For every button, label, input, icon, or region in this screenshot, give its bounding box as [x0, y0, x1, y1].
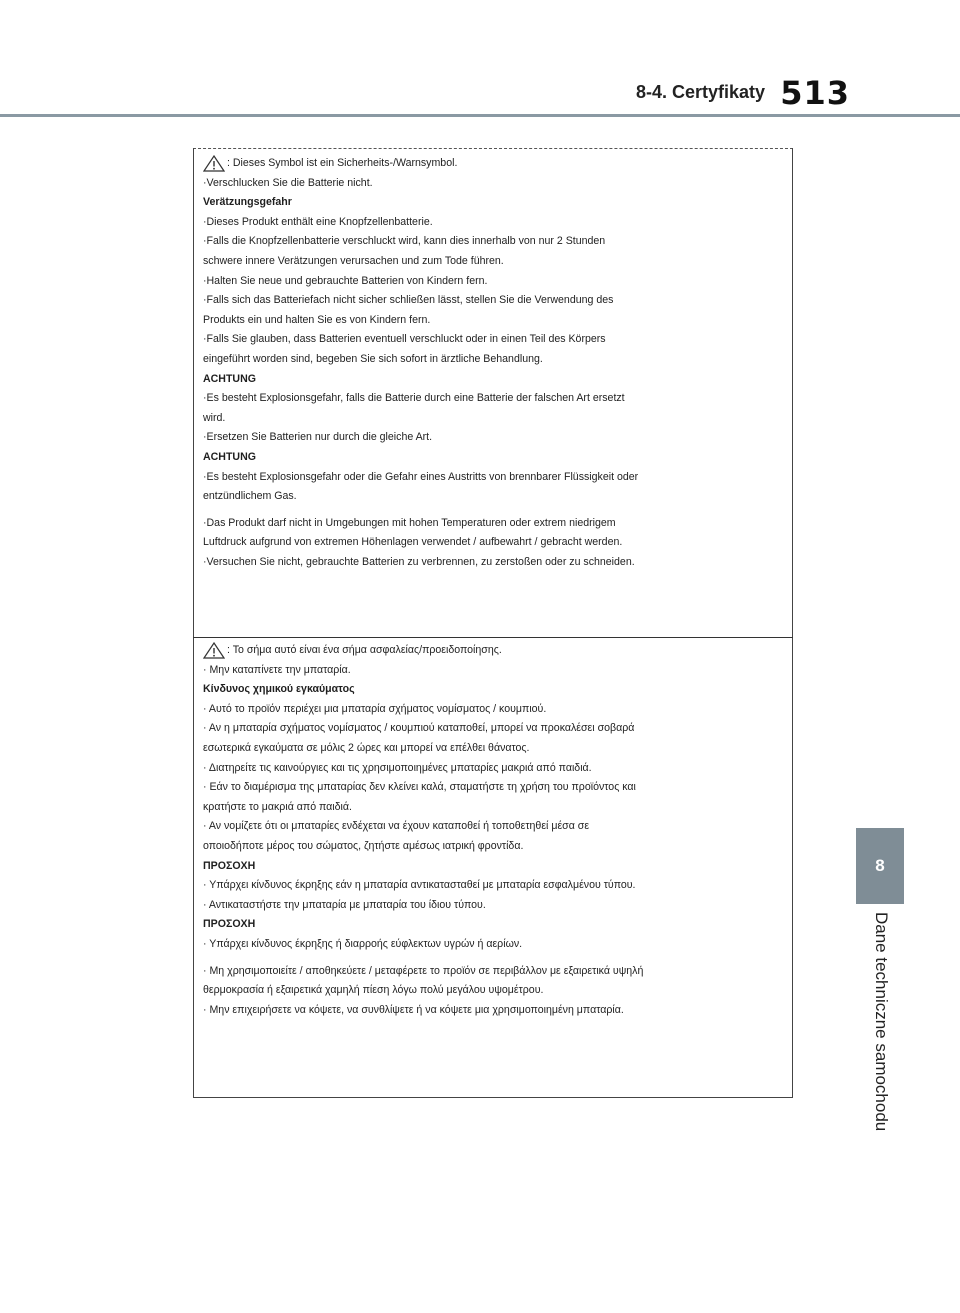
german-line: Produkts ein und halten Sie es von Kindern fern. [203, 313, 431, 326]
section-title: 8-4. Certyfikaty [635, 82, 765, 102]
chapter-tab[interactable] [856, 828, 904, 904]
greek-heading: Κίνδυνος χημικού εγκαύματος [203, 683, 355, 696]
german-line: Luftdruck aufgrund von extremen Höhenlagen verwendet / aufbewahrt / gebracht werden. [203, 536, 623, 549]
page-number: 513 [780, 74, 850, 112]
insert-top-border [193, 148, 793, 149]
german-warning-block [193, 154, 793, 572]
header-rule [0, 114, 960, 117]
german-line: ·Es besteht Explosionsgefahr oder die Gefahr eines Austritts von brennbarer Flüssigkeit oder [203, 470, 639, 483]
greek-symbol-text: : Το σήμα αυτό είναι ένα σήμα ασφαλείας/προειδοποίησης. [227, 644, 502, 656]
greek-line: θερμοκρασία ή εξαιρετικά χαμηλή πίεση λόγω πολύ μεγάλου υψομέτρου. [203, 984, 544, 997]
greek-line: οποιοδήποτε μέρος του σώματος, ζητήστε αμέσως ιατρική φροντίδα. [203, 839, 524, 852]
german-symbol-text: : Dieses Symbol ist ein Sicherheits-/Warnsymbol. [227, 157, 458, 169]
german-heading: Verätzungsgefahr [203, 196, 292, 209]
german-line: ·Verschlucken Sie die Batterie nicht. [203, 176, 373, 189]
greek-line: · Διατηρείτε τις καινούργιες και τις χρησιμοποιημένες μπαταρίες μακριά από παιδιά. [203, 761, 592, 774]
german-heading: ACHTUNG [203, 372, 256, 385]
spacer [203, 955, 783, 962]
greek-line: · Μην καταπίνετε την μπαταρία. [203, 663, 351, 676]
greek-line: · Αν νομίζετε ότι οι μπαταρίες ενδέχεται να έχουν καταποθεί ή τοποθετηθεί μέσα σε [203, 820, 590, 833]
german-line: ·Versuchen Sie nicht, gebrauchte Batterien zu verbrennen, zu zerstoßen oder zu schneiden. [203, 555, 635, 568]
chapter-number: 8 [875, 856, 885, 875]
greek-line: · Υπάρχει κίνδυνος έκρηξης εάν η μπαταρία αντικατασταθεί με μπαταρία εσφαλμένου τύπου. [203, 879, 636, 892]
greek-heading: ΠΡΟΣΟΧΗ [203, 918, 256, 931]
german-symbol-line [203, 154, 783, 174]
german-line: ·Falls sich das Batteriefach nicht sicher schließen lässt, stellen Sie die Verwendung des [203, 294, 614, 307]
german-line: wird. [203, 411, 226, 424]
greek-line: εσωτερικά εγκαύματα σε μόλις 2 ώρες και μπορεί να επέλθει θάνατος. [203, 741, 530, 754]
greek-line: · Υπάρχει κίνδυνος έκρηξης ή διαρροής εύφλεκτων υγρών ή αερίων. [203, 937, 523, 950]
german-line: ·Dieses Produkt enthält eine Knopfzellenbatterie. [203, 215, 433, 228]
german-line: ·Ersetzen Sie Batterien nur durch die gleiche Art. [203, 431, 433, 444]
chapter-side-label [857, 912, 905, 1152]
german-line: schwere innere Verätzungen verursachen und zum Tode führen. [203, 254, 504, 267]
german-line: ·Falls die Knopfzellenbatterie verschluckt wird, kann dies innerhalb von nur 2 Stunden [203, 235, 606, 248]
greek-line: · Αυτό το προϊόν περιέχει μια μπαταρία σχήματος νομίσματος / κουμπιού. [203, 702, 547, 715]
insert-bottom-border [193, 1097, 793, 1098]
greek-line: · Εάν το διαμέρισμα της μπαταρίας δεν κλείνει καλά, σταματήστε τη χρήση του προϊόντος και [203, 781, 636, 794]
warning-triangle-icon [203, 642, 225, 659]
german-line: ·Falls Sie glauben, dass Batterien eventuell verschluckt oder in einen Teil des Körpers [203, 333, 606, 346]
greek-line: · Μη χρησιμοποιείτε / αποθηκεύετε / μεταφέρετε το προϊόν σε περιβάλλον με εξαιρετικά υψηλή [203, 964, 644, 977]
chapter-label: Dane techniczne samochodu [872, 912, 891, 1132]
greek-line: κρατήστε το μακριά από παιδιά. [203, 800, 352, 813]
german-heading: ACHTUNG [203, 450, 256, 463]
warning-triangle-icon [203, 155, 225, 172]
spacer [203, 507, 783, 514]
greek-line: · Μην επιχειρήσετε να κόψετε, να συνθλίψετε ή να κόψετε μια χρησιμοποιημένη μπαταρία. [203, 1003, 624, 1016]
greek-warning-block [193, 641, 793, 1020]
greek-heading: ΠΡΟΣΟΧΗ [203, 859, 256, 872]
greek-symbol-line [203, 641, 783, 661]
german-line: ·Halten Sie neue und gebrauchte Batterien von Kindern fern. [203, 274, 488, 287]
greek-line: · Αν η μπαταρία σχήματος νομίσματος / κουμπιού καταποθεί, μπορεί να προκαλέσει σοβαρά [203, 722, 635, 735]
german-line: entzündlichem Gas. [203, 490, 297, 503]
language-divider [193, 637, 793, 638]
german-line: eingeführt worden sind, begeben Sie sich sofort in ärztliche Behandlung. [203, 352, 543, 365]
greek-line: · Αντικαταστήστε την μπαταρία με μπαταρία του ίδιου τύπου. [203, 898, 486, 911]
german-line: ·Es besteht Explosionsgefahr, falls die Batterie durch eine Batterie der falschen Art ersetzt [203, 392, 625, 405]
german-line: ·Das Produkt darf nicht in Umgebungen mit hohen Temperaturen oder extrem niedrigem [203, 516, 616, 529]
battery-warning-insert [193, 148, 793, 1098]
